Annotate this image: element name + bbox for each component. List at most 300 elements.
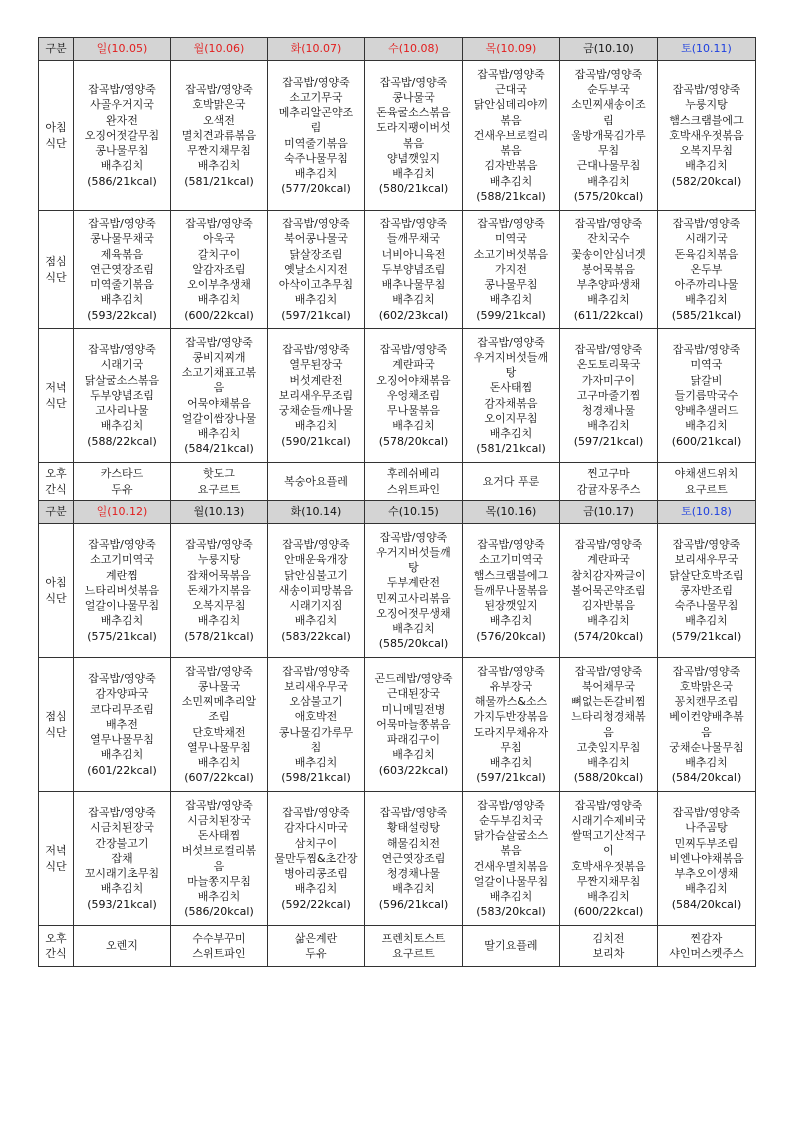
menu-item: 잡곡밥/영양죽 — [88, 672, 156, 686]
menu-item: 순두부국 — [587, 83, 630, 97]
menu-item: 샤인머스켓주스 — [669, 947, 744, 960]
menu-item: 배추김치 — [489, 426, 533, 440]
menu-item: 미역국 — [495, 232, 527, 246]
menu-item: 닭살장조림 — [289, 247, 343, 261]
day-header: 토(10.11) — [658, 38, 756, 61]
meal-label-line: 오후 — [45, 467, 67, 481]
menu-item: 열무된장국 — [289, 358, 343, 372]
menu-item: 양념깻잎지 — [386, 151, 441, 165]
menu-item: 림 — [603, 113, 614, 127]
menu-item: 누룽지탕 — [685, 98, 728, 112]
menu-item: (603/22kcal) — [378, 763, 449, 777]
menu-item: 콩나물김가루무 — [278, 725, 354, 739]
menu-cell — [463, 658, 560, 792]
menu-item: 꽁치캔무조림 — [674, 695, 739, 709]
menu-item: 닭갈비 — [690, 373, 723, 387]
menu-cell — [560, 61, 658, 211]
menu-item: 완자전 — [106, 113, 138, 127]
menu-item: 보리새우무국 — [674, 553, 739, 567]
menu-item: 돈사태찜 — [489, 381, 533, 395]
menu-item: 배추김치 — [100, 748, 144, 762]
menu-cell — [365, 926, 463, 967]
menu-item: 시금치된장국 — [90, 821, 154, 835]
menu-item: 음 — [701, 725, 712, 739]
menu-item: 림 — [310, 121, 322, 135]
menu-item: 침 — [310, 740, 322, 754]
menu-item: 무짠지채무침 — [187, 144, 251, 158]
menu-item: (588/22kcal) — [87, 434, 157, 448]
menu-item: 잡곡밥/영양죽 — [379, 530, 448, 544]
menu-item: 닭안심데리야끼 — [473, 98, 549, 112]
menu-item: (592/22kcal) — [281, 897, 351, 911]
menu-item: 돈사태찜 — [197, 829, 241, 843]
menu-item: 소고기미역국 — [479, 553, 543, 567]
menu-item: 숙주나물무침 — [674, 599, 739, 613]
menu-cell — [658, 792, 756, 926]
menu-item: 잡채어묵볶음 — [187, 568, 251, 582]
meal-label — [39, 329, 74, 463]
menu-item: (581/21kcal) — [184, 174, 254, 188]
menu-item: 잡곡밥/영양죽 — [477, 664, 545, 678]
menu-item: 햄스크램블에그 — [473, 568, 549, 582]
menu-cell — [171, 463, 268, 501]
menu-item: 볶음 — [500, 844, 522, 858]
menu-item: 잡곡밥/영양죽 — [379, 217, 448, 231]
menu-item: 코다리무조림 — [90, 702, 154, 716]
menu-item: 배추김치 — [685, 755, 728, 769]
meal-label — [39, 463, 74, 501]
menu-item: (607/22kcal) — [184, 771, 254, 785]
menu-item: 들깨무나물볶음 — [473, 583, 549, 597]
menu-item: 아욱국 — [203, 232, 235, 246]
menu-item: 잡곡밥/영양죽 — [185, 664, 253, 678]
menu-item: 콩나물국 — [392, 90, 435, 104]
meal-row — [39, 211, 756, 329]
menu-item: 배추김치 — [392, 166, 435, 180]
menu-item: 탕 — [505, 366, 517, 380]
menu-item: 음 — [213, 859, 225, 873]
menu-item: 소고기채표고볶 — [181, 366, 257, 380]
menu-cell — [463, 524, 560, 658]
menu-item: (588/21kcal) — [476, 189, 546, 203]
day-header: 화(10.14) — [268, 501, 365, 524]
menu-item: 얼갈이쌈장나물 — [181, 411, 257, 425]
menu-item: 콩나물무채국 — [90, 232, 154, 246]
menu-item: 잡곡밥/영양죽 — [282, 664, 350, 678]
menu-item: 새송이피망볶음 — [278, 583, 354, 597]
menu-item: 잡곡밥/영양죽 — [477, 68, 545, 82]
menu-cell — [268, 926, 365, 967]
menu-item: (578/20kcal) — [378, 434, 449, 448]
menu-item: (577/20kcal) — [281, 182, 351, 196]
menu-cell — [463, 61, 560, 211]
meal-label-line: 식단 — [45, 270, 67, 284]
menu-cell — [365, 658, 463, 792]
header-label: 구분 — [39, 38, 74, 61]
menu-item: 물만두찜&초간장 — [274, 851, 358, 865]
menu-cell — [171, 329, 268, 463]
menu-item: 감귤자몽주스 — [576, 482, 641, 496]
menu-item: 어묵마늘쫑볶음 — [376, 717, 451, 731]
menu-item: 병아리콩조림 — [284, 867, 348, 881]
menu-item: 김자반볶음 — [581, 599, 636, 613]
menu-cell — [463, 211, 560, 329]
menu-cell — [74, 926, 171, 967]
menu-cell — [560, 926, 658, 967]
meal-row — [39, 329, 756, 463]
menu-item: 배추김치 — [197, 293, 241, 307]
menu-item: 잡곡밥/영양죽 — [477, 798, 545, 812]
menu-item: 찐감자 — [690, 931, 723, 945]
menu-item: 고사리나물 — [95, 404, 149, 418]
menu-item: 비엔나야채볶음 — [669, 851, 744, 865]
menu-item: 북어콩나물국 — [284, 232, 348, 246]
menu-cell — [365, 524, 463, 658]
meal-label-line: 오후 — [45, 931, 67, 945]
menu-item: 잡곡밥/영양죽 — [88, 538, 156, 552]
menu-item: 봉어묵볶음 — [581, 262, 636, 276]
menu-item: (593/21kcal) — [87, 897, 157, 911]
menu-item: 갈치구이 — [197, 247, 241, 261]
menu-item: 가지두반장볶음 — [473, 710, 549, 724]
menu-item: 두유 — [305, 947, 327, 960]
menu-item: 콩나물무침 — [95, 144, 149, 158]
menu-cell — [463, 329, 560, 463]
menu-item: (600/22kcal) — [184, 308, 254, 322]
menu-item: 닭가슴살굴소스 — [473, 829, 549, 843]
menu-item: 오렌지 — [106, 939, 138, 953]
menu-item: 간장불고기 — [95, 836, 149, 850]
menu-item: 열무나물무침 — [187, 740, 251, 754]
menu-item: 오이지무침 — [484, 411, 538, 425]
menu-item: 배추김치 — [100, 159, 144, 173]
menu-cell — [658, 329, 756, 463]
menu-item: 호박맑은국 — [679, 679, 734, 693]
menu-item: (590/21kcal) — [281, 434, 351, 448]
menu-item: 소고기무국 — [289, 90, 343, 104]
menu-item: 돈육굴소스볶음 — [376, 106, 451, 120]
menu-cell — [171, 61, 268, 211]
menu-cell — [268, 792, 365, 926]
menu-item: 가자미구이 — [581, 373, 636, 387]
menu-item: 잡곡밥/영양죽 — [477, 335, 545, 349]
menu-item: (585/20kcal) — [378, 637, 449, 651]
menu-item: 잡곡밥/영양죽 — [88, 217, 156, 231]
menu-item: 배추김치 — [685, 419, 728, 433]
menu-item: 볼어묵곤약조림 — [571, 583, 646, 597]
menu-item: 두부계란전 — [386, 576, 441, 590]
menu-item: 잡곡밥/영양죽 — [574, 68, 643, 82]
menu-item: 도라지무채유자 — [473, 725, 549, 739]
menu-item: 안매운육개장 — [284, 553, 348, 567]
menu-item: 감자채볶음 — [484, 396, 538, 410]
menu-item: 배추김치 — [100, 614, 144, 628]
menu-item: (578/21kcal) — [184, 629, 254, 643]
menu-item: 볶음 — [500, 144, 522, 158]
menu-item: 잡곡밥/영양죽 — [379, 343, 448, 357]
menu-item: 음 — [213, 381, 225, 395]
meal-label-line: 아침 — [45, 576, 67, 590]
menu-cell — [268, 211, 365, 329]
menu-item: 미니메밀전병 — [381, 702, 446, 716]
menu-item: 삼치구이 — [294, 836, 338, 850]
menu-item: 음 — [603, 725, 614, 739]
menu-item: 이 — [603, 844, 614, 858]
meal-label-line: 점심 — [45, 255, 67, 269]
menu-item: 오복지무침 — [192, 599, 246, 613]
menu-item: 두부양념조림 — [90, 388, 154, 402]
menu-cell — [268, 61, 365, 211]
menu-item: 참치감자짜글이 — [571, 568, 646, 582]
menu-item: 잡곡밥/영양죽 — [282, 538, 350, 552]
menu-cell — [268, 463, 365, 501]
meal-label-line: 식단 — [45, 591, 67, 605]
meal-row — [39, 61, 756, 211]
menu-item: 들기름막국수 — [674, 388, 739, 402]
menu-item: 잡곡밥/영양죽 — [477, 217, 545, 231]
menu-item: 나주곰탕 — [685, 821, 728, 835]
menu-cell — [365, 329, 463, 463]
day-header: 목(10.16) — [463, 501, 560, 524]
menu-item: 오징어젓갈무침 — [84, 128, 160, 142]
menu-item: 요구르트 — [197, 482, 241, 496]
menu-item: 삶은계란 — [294, 931, 338, 945]
menu-item: 배추김치 — [685, 614, 728, 628]
menu-item: 온두부 — [690, 262, 723, 276]
meal-label-line: 저녁 — [45, 381, 67, 395]
menu-item: 배추김치 — [587, 614, 630, 628]
menu-cell — [560, 329, 658, 463]
menu-item: (584/21kcal) — [184, 442, 254, 456]
meal-row — [39, 792, 756, 926]
menu-item: 콩비지찌개 — [192, 350, 246, 364]
meal-row — [39, 463, 756, 501]
menu-item: 스위트파인 — [386, 482, 441, 496]
meal-label-line: 식단 — [45, 396, 67, 410]
meal-row — [39, 926, 756, 967]
menu-item: 호박새우젓볶음 — [571, 859, 646, 873]
menu-item: 베이컨양배추볶 — [669, 710, 744, 724]
menu-item: 뼈없는돈갈비찜 — [571, 695, 646, 709]
menu-item: 잡곡밥/영양죽 — [672, 343, 741, 357]
menu-item: 배추김치 — [489, 293, 533, 307]
day-header: 화(10.07) — [268, 38, 365, 61]
menu-item: 배추김치 — [100, 419, 144, 433]
menu-item: 시래기국 — [685, 232, 728, 246]
menu-item: 양배추샐러드 — [674, 404, 739, 418]
menu-item: 메추리알곤약조 — [278, 106, 354, 120]
menu-item: 숙주나물무침 — [284, 151, 348, 165]
menu-item: (586/20kcal) — [184, 905, 254, 919]
menu-item: 어묵야채볶음 — [187, 396, 251, 410]
menu-item: 잡곡밥/영양죽 — [574, 538, 643, 552]
menu-cell — [171, 658, 268, 792]
menu-item: 순두부김치국 — [479, 813, 543, 827]
menu-cell — [268, 658, 365, 792]
menu-item: 배추김치 — [100, 882, 144, 896]
menu-cell — [74, 792, 171, 926]
menu-item: 느타리청경채볶 — [571, 710, 646, 724]
menu-item: (596/21kcal) — [378, 897, 449, 911]
menu-item: 카스타드 — [100, 467, 144, 481]
menu-item: 김자반볶음 — [484, 159, 538, 173]
menu-item: 청경채나물 — [386, 867, 441, 881]
menu-item: 배추김치 — [294, 614, 338, 628]
menu-cell — [365, 792, 463, 926]
menu-item: 배추김치 — [685, 293, 728, 307]
menu-item: 아주까리나물 — [674, 278, 739, 292]
menu-cell — [74, 524, 171, 658]
meal-label-line: 아침 — [45, 121, 67, 135]
menu-item: 배추김치 — [489, 614, 533, 628]
menu-item: 무침 — [500, 740, 522, 754]
menu-cell — [171, 524, 268, 658]
menu-item: 스위트파인 — [192, 947, 246, 960]
menu-item: 딸기요플레 — [484, 939, 538, 953]
menu-item: 배추김치 — [587, 293, 630, 307]
menu-item: 두유 — [111, 482, 133, 496]
menu-item: 온도토리묵국 — [576, 358, 641, 372]
menu-cell — [463, 926, 560, 967]
menu-cell — [268, 329, 365, 463]
menu-item: 쌀떡고기산적구 — [571, 829, 646, 843]
menu-item: 오징어젓무생채 — [376, 606, 451, 620]
menu-item: 잡곡밥/영양죽 — [185, 538, 253, 552]
menu-item: 고춧잎지무침 — [576, 740, 641, 754]
menu-item: 소고기미역국 — [90, 553, 154, 567]
menu-item: 보리새우무조림 — [278, 388, 354, 402]
menu-cell — [74, 658, 171, 792]
menu-item: 해물까스&소스 — [474, 695, 548, 709]
menu-item: 배추나물무침 — [381, 278, 446, 292]
menu-cell — [560, 211, 658, 329]
menu-item: 호박맑은국 — [192, 98, 246, 112]
menu-item: 청경채나물 — [581, 404, 636, 418]
menu-item: 유부장국 — [489, 679, 533, 693]
menu-item: 버섯브로컬리볶 — [181, 844, 257, 858]
menu-item: 미역줄기볶음 — [90, 278, 154, 292]
menu-item: 김치전 — [592, 931, 625, 945]
menu-item: 버섯계란전 — [289, 373, 343, 387]
menu-item: 오복지무침 — [679, 144, 734, 158]
menu-item: 잡곡밥/영양죽 — [185, 798, 253, 812]
menu-item: 배추김치 — [197, 614, 241, 628]
menu-item: 우엉채조림 — [386, 388, 441, 402]
menu-item: 건새우브로컬리 — [473, 128, 549, 142]
menu-item: 시래기국 — [100, 358, 144, 372]
menu-item: 조림 — [208, 710, 230, 724]
menu-item: 열무나물무침 — [90, 733, 154, 747]
menu-item: 궁채순들깨나물 — [278, 404, 354, 418]
menu-item: 오색전 — [203, 113, 235, 127]
menu-item: 옛날소시지전 — [284, 262, 348, 276]
day-header: 토(10.18) — [658, 501, 756, 524]
menu-item: (597/21kcal) — [573, 434, 644, 448]
menu-item: 잡곡밥/영양죽 — [88, 83, 156, 97]
menu-item: 연근엿장조림 — [90, 262, 154, 276]
menu-cell — [74, 463, 171, 501]
menu-item: 배추김치 — [294, 293, 338, 307]
menu-item: 배추김치 — [392, 621, 435, 635]
menu-item: 보리차 — [592, 947, 625, 960]
menu-item: 잡곡밥/영양죽 — [379, 75, 448, 89]
meal-label-line: 식단 — [45, 859, 67, 873]
menu-cell — [658, 61, 756, 211]
menu-item: 잡곡밥/영양죽 — [88, 806, 156, 820]
menu-item: 배추김치 — [294, 419, 338, 433]
menu-item: 콩자반조림 — [679, 583, 734, 597]
menu-item: 곤드레밥/영양죽 — [374, 672, 453, 686]
menu-item: 무짠지채무침 — [576, 874, 641, 888]
menu-cell — [560, 792, 658, 926]
menu-item: 잡곡밥/영양죽 — [185, 83, 253, 97]
menu-item: (580/21kcal) — [378, 182, 449, 196]
menu-item: (598/21kcal) — [281, 771, 351, 785]
weekly-meal-table — [38, 37, 756, 967]
menu-item: 감자다시마국 — [284, 821, 348, 835]
menu-item: 시래기지짐 — [289, 599, 343, 613]
menu-item: 잡곡밥/영양죽 — [477, 538, 545, 552]
menu-item: (585/21kcal) — [671, 308, 742, 322]
meal-label — [39, 524, 74, 658]
menu-cell — [658, 463, 756, 501]
menu-item: 느타리버섯볶음 — [84, 583, 160, 597]
menu-item: 잔치국수 — [587, 232, 630, 246]
menu-item: 근대국 — [495, 83, 527, 97]
menu-item: 닭살단호박조림 — [669, 568, 744, 582]
menu-item: (597/21kcal) — [281, 308, 351, 322]
menu-item: 닭살굴소스볶음 — [84, 373, 160, 387]
day-header: 수(10.08) — [365, 38, 463, 61]
menu-item: 소민찌메추리알 — [181, 695, 257, 709]
menu-item: 된장깻잎지 — [484, 599, 538, 613]
menu-item: 배추김치 — [197, 426, 241, 440]
menu-item: 미역국 — [690, 358, 723, 372]
menu-item: 배추김치 — [587, 755, 630, 769]
menu-item: 소고기버섯볶음 — [473, 247, 549, 261]
menu-item: 잡곡밥/영양죽 — [672, 217, 741, 231]
menu-item: 누룽지탕 — [197, 553, 241, 567]
menu-item: 배추김치 — [100, 293, 144, 307]
day-header: 월(10.13) — [171, 501, 268, 524]
menu-item: 배추김치 — [197, 159, 241, 173]
menu-item: 건새우멸치볶음 — [473, 859, 549, 873]
menu-item: 배추김치 — [489, 174, 533, 188]
meal-label-line: 간식 — [45, 947, 67, 960]
menu-item: 잡곡밥/영양죽 — [282, 806, 350, 820]
menu-item: 근대나물무침 — [576, 159, 641, 173]
menu-item: 배추김치 — [587, 174, 630, 188]
menu-item: 복숭아요플레 — [284, 474, 348, 488]
menu-item: 근대된장국 — [386, 687, 441, 701]
menu-item: 잡곡밥/영양죽 — [282, 217, 350, 231]
menu-cell — [658, 658, 756, 792]
meal-row — [39, 658, 756, 792]
menu-cell — [268, 524, 365, 658]
menu-item: 무나물볶음 — [386, 404, 441, 418]
menu-item: 햄스크램블에그 — [669, 113, 744, 127]
menu-item: 돈채가지볶음 — [187, 583, 251, 597]
menu-item: 계란파국 — [587, 553, 630, 567]
meal-row — [39, 524, 756, 658]
menu-item: 후레쉬베리 — [386, 467, 441, 481]
menu-item: 배추김치 — [392, 419, 435, 433]
menu-cell — [365, 463, 463, 501]
menu-item: 배추김치 — [294, 755, 338, 769]
menu-item: 배추김치 — [587, 889, 630, 903]
menu-item: 오징어야채볶음 — [376, 373, 451, 387]
day-header: 수(10.15) — [365, 501, 463, 524]
